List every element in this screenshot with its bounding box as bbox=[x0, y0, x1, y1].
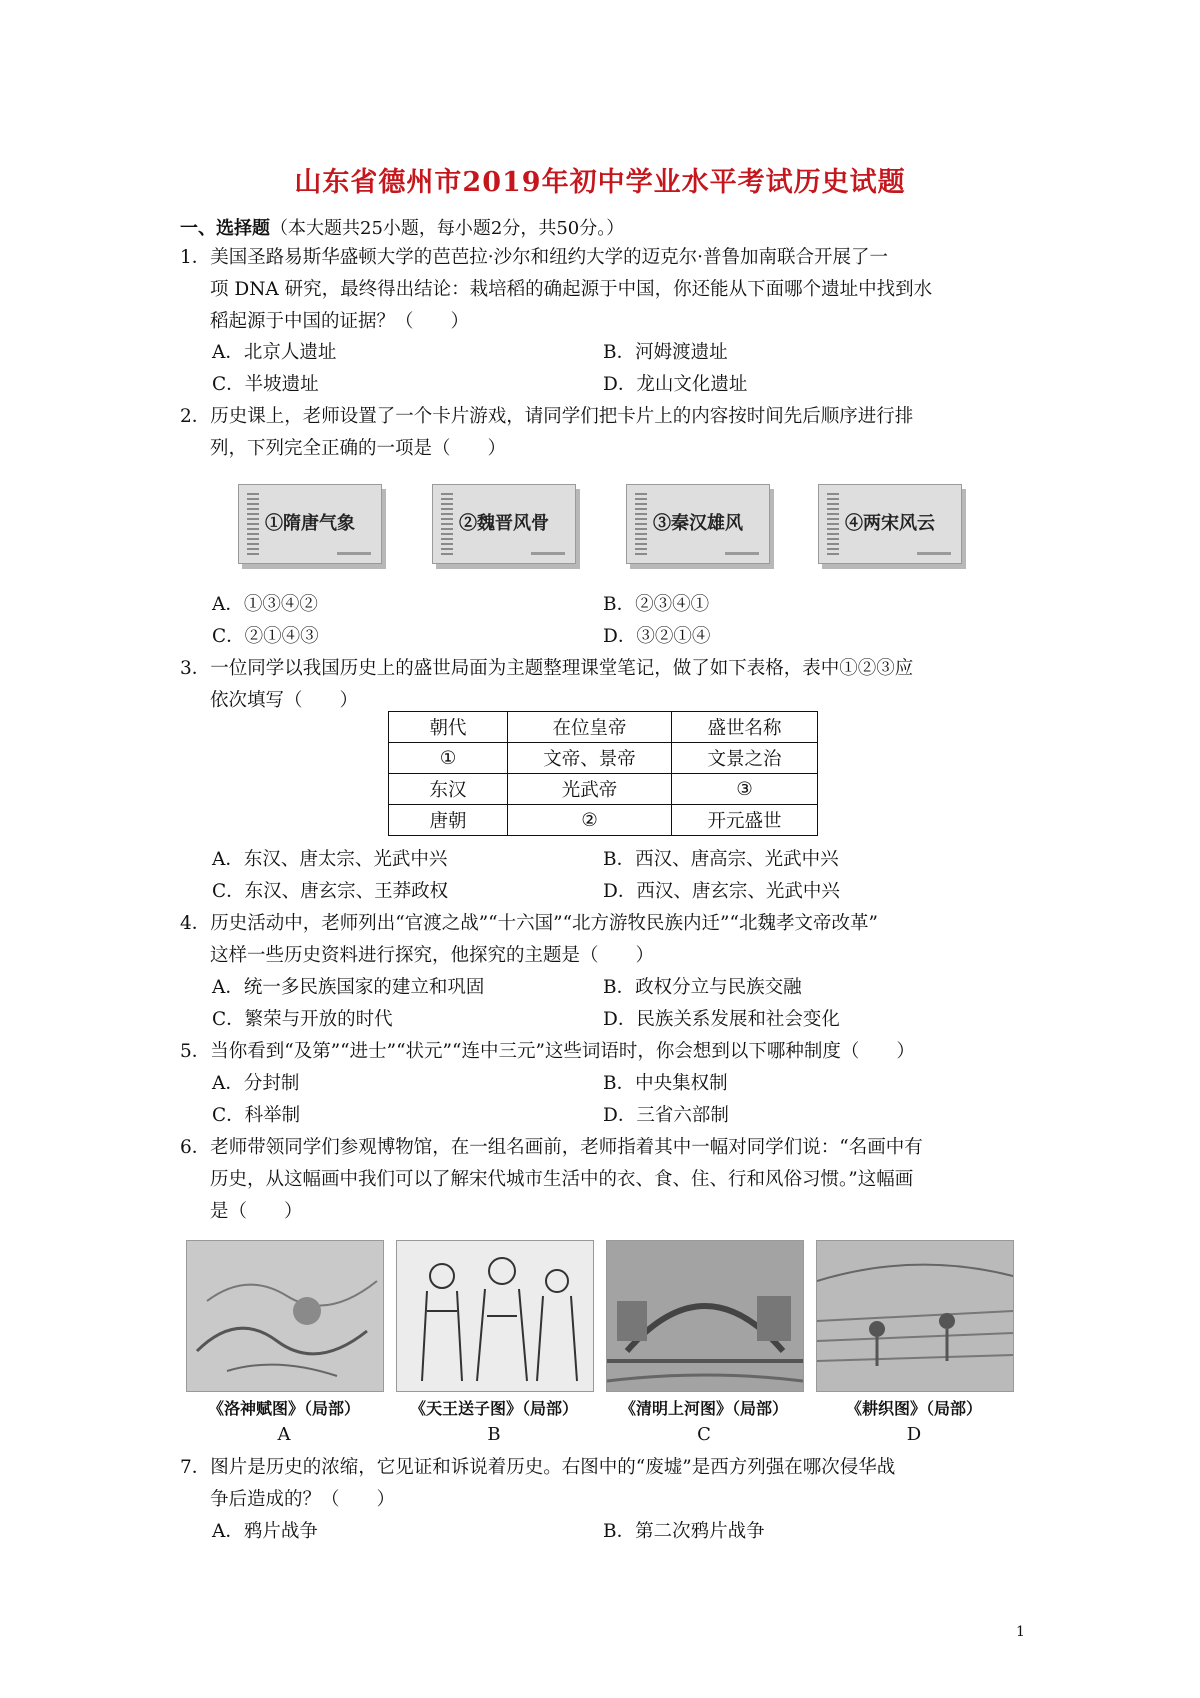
q1-option-a: A．北京人遗址 bbox=[212, 342, 337, 363]
q2-card-4 bbox=[818, 484, 962, 564]
painting-luoshen-image bbox=[186, 1240, 384, 1392]
q4-line-2: 这样一些历史资料进行探究，他探究的主题是（ ） bbox=[210, 945, 655, 966]
q6-line-3: 是（ ） bbox=[210, 1201, 303, 1222]
painting-a-letter: A bbox=[277, 1424, 291, 1445]
q2-card-2-label: ②魏晋风骨 bbox=[459, 513, 549, 534]
painting-b-caption: 《天王送子图》（局部） bbox=[409, 1399, 578, 1418]
q1-option-d: D．龙山文化遗址 bbox=[603, 374, 748, 395]
q2-card-3 bbox=[626, 484, 770, 564]
q2-card-1-label: ①隋唐气象 bbox=[265, 513, 355, 534]
q1-line-3: 稻起源于中国的证据？（ ） bbox=[210, 311, 470, 332]
q5-line-1: 5．当你看到“及第”“进士”“状元”“连中三元”这些词语时，你会想到以下哪种制度（ ） bbox=[180, 1041, 915, 1062]
q5-option-a: A．分封制 bbox=[212, 1073, 300, 1094]
table-cell: 东汉 bbox=[389, 774, 508, 805]
q2-option-a: A．①③④② bbox=[212, 594, 318, 615]
table-row bbox=[389, 743, 818, 774]
table-header-cell: 朝代 bbox=[389, 712, 508, 743]
q1-option-b: B．河姆渡遗址 bbox=[603, 342, 728, 363]
q2-line-1: 2．历史课上，老师设置了一个卡片游戏，请同学们把卡片上的内容按时间先后顺序进行排 bbox=[180, 406, 914, 427]
painting-bridge-icon bbox=[607, 1241, 803, 1391]
table-cell: 文帝、景帝 bbox=[508, 743, 672, 774]
q7-line-1: 7．图片是历史的浓缩，它见证和诉说着历史。右图中的“废墟”是西方列强在哪次侵华战 bbox=[180, 1457, 896, 1478]
table-cell: 开元盛世 bbox=[672, 805, 818, 836]
painting-gengzhi-image bbox=[816, 1240, 1014, 1392]
q5-option-c: C．科举制 bbox=[212, 1105, 301, 1126]
q3-option-a: A．东汉、唐太宗、光武中兴 bbox=[212, 849, 448, 870]
q5-option-d: D．三省六部制 bbox=[603, 1105, 729, 1126]
card-stripe-icon bbox=[247, 493, 259, 555]
table-cell: ② bbox=[508, 805, 672, 836]
card-stripe-icon bbox=[635, 493, 647, 555]
painting-field-icon bbox=[817, 1241, 1013, 1391]
card-footer-bar bbox=[917, 552, 951, 555]
q3-table bbox=[388, 711, 818, 836]
painting-a-caption: 《洛神赋图》（局部） bbox=[207, 1399, 360, 1418]
q3-line-1: 3．一位同学以我国历史上的盛世局面为主题整理课堂笔记，做了如下表格，表中①②③应 bbox=[180, 658, 914, 679]
painting-landscape-icon bbox=[187, 1241, 383, 1391]
q3-option-d: D．西汉、唐玄宗、光武中兴 bbox=[603, 881, 840, 902]
q2-card-1 bbox=[238, 484, 382, 564]
table-cell: 文景之治 bbox=[672, 743, 818, 774]
painting-d-caption: 《耕织图》（局部） bbox=[845, 1399, 982, 1418]
card-stripe-icon bbox=[441, 493, 453, 555]
section-label: 一、选择题 bbox=[180, 218, 270, 239]
q3-option-b: B．西汉、唐高宗、光武中兴 bbox=[603, 849, 839, 870]
table-header-row bbox=[389, 712, 818, 743]
table-header-cell: 盛世名称 bbox=[672, 712, 818, 743]
q1-line-1: 1．美国圣路易斯华盛顿大学的芭芭拉·沙尔和纽约大学的迈克尔·普鲁加南联合开展了一 bbox=[180, 247, 889, 268]
q2-option-d: D．③②①④ bbox=[603, 626, 711, 647]
painting-c-caption: 《清明上河图》（局部） bbox=[619, 1399, 788, 1418]
page-title: 山东省德州市2019年初中学业水平考试历史试题 bbox=[294, 167, 906, 198]
q2-option-c: C．②①④③ bbox=[212, 626, 319, 647]
page-number: 1 bbox=[1016, 1624, 1025, 1640]
q2-card-group bbox=[238, 484, 968, 570]
q4-option-b: B．政权分立与民族交融 bbox=[603, 977, 802, 998]
q3-line-2: 依次填写（ ） bbox=[210, 690, 359, 711]
q2-option-b: B．②③④① bbox=[603, 594, 710, 615]
q4-option-c: C．繁荣与开放的时代 bbox=[212, 1009, 393, 1030]
section-heading bbox=[180, 214, 624, 240]
q7-option-b: B．第二次鸦片战争 bbox=[603, 1521, 765, 1542]
q7-line-2: 争后造成的？（ ） bbox=[210, 1489, 396, 1510]
painting-d-letter: D bbox=[906, 1424, 922, 1445]
q2-card-2 bbox=[432, 484, 576, 564]
section-note: （本大题共25小题，每小题2分，共50分。） bbox=[270, 218, 625, 239]
q1-option-c: C．半坡遗址 bbox=[212, 374, 319, 395]
table-row bbox=[389, 774, 818, 805]
table-header-cell: 在位皇帝 bbox=[508, 712, 672, 743]
painting-figures-icon bbox=[397, 1241, 593, 1391]
card-stripe-icon bbox=[827, 493, 839, 555]
table-cell: ① bbox=[389, 743, 508, 774]
q4-option-a: A．统一多民族国家的建立和巩固 bbox=[212, 977, 485, 998]
painting-c-letter: C bbox=[697, 1424, 711, 1445]
q2-card-4-label: ④两宋风云 bbox=[845, 513, 935, 534]
table-cell: ③ bbox=[672, 774, 818, 805]
q3-option-c: C．东汉、唐玄宗、王莽政权 bbox=[212, 881, 449, 902]
painting-b-letter: B bbox=[487, 1424, 501, 1445]
card-footer-bar bbox=[725, 552, 759, 555]
q2-card-3-label: ③秦汉雄风 bbox=[653, 513, 743, 534]
q4-line-1: 4．历史活动中，老师列出“官渡之战”“十六国”“北方游牧民族内迁”“北魏孝文帝改革” bbox=[180, 913, 878, 934]
card-footer-bar bbox=[531, 552, 565, 555]
q2-line-2: 列，下列完全正确的一项是（ ） bbox=[210, 438, 507, 459]
q7-option-a: A．鸦片战争 bbox=[212, 1521, 318, 1542]
q4-option-d: D．民族关系发展和社会变化 bbox=[603, 1009, 840, 1030]
q5-option-b: B．中央集权制 bbox=[603, 1073, 728, 1094]
table-row bbox=[389, 805, 818, 836]
q6-painting-group bbox=[186, 1240, 1026, 1445]
card-footer-bar bbox=[337, 552, 371, 555]
q6-line-2: 历史，从这幅画中我们可以了解宋代城市生活中的衣、食、住、行和风俗习惯。”这幅画 bbox=[210, 1169, 914, 1190]
painting-tianwang-image bbox=[396, 1240, 594, 1392]
painting-qingming-image bbox=[606, 1240, 804, 1392]
q6-line-1: 6．老师带领同学们参观博物馆，在一组名画前，老师指着其中一幅对同学们说：“名画中有 bbox=[180, 1137, 923, 1158]
table-cell: 唐朝 bbox=[389, 805, 508, 836]
table-cell: 光武帝 bbox=[508, 774, 672, 805]
q1-line-2: 项 DNA 研究，最终得出结论：栽培稻的确起源于中国，你还能从下面哪个遗址中找到水 bbox=[210, 279, 933, 300]
